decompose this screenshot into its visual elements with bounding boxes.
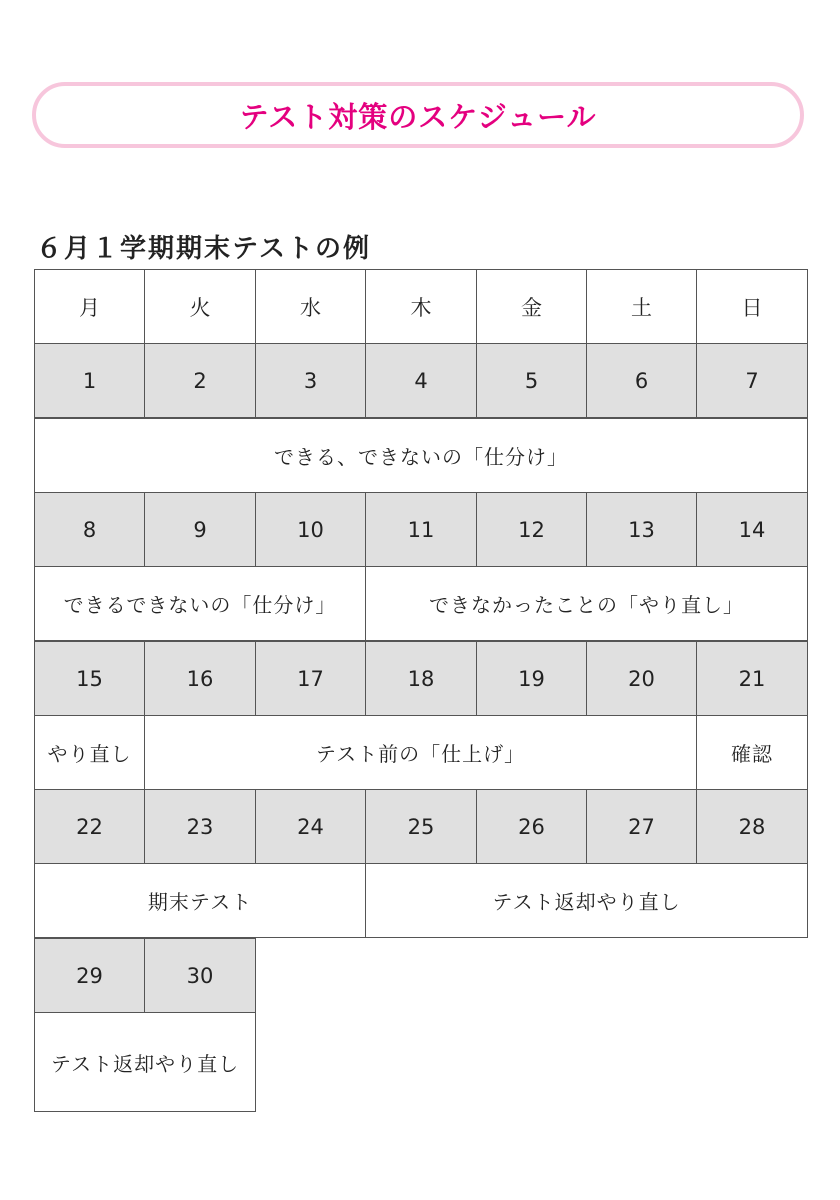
calendar-subtitle: ６月１学期期末テストの例 — [36, 234, 371, 264]
weekday-header-cell: 水 — [255, 269, 366, 344]
title-banner — [32, 82, 804, 148]
date-cell: 29 — [34, 938, 145, 1013]
date-cell: 8 — [34, 492, 145, 567]
date-cell: 16 — [144, 641, 256, 716]
date-cell: 26 — [476, 789, 587, 864]
weekday-header-cell: 土 — [586, 269, 697, 344]
date-cell: 11 — [365, 492, 477, 567]
weekday-header-cell: 日 — [696, 269, 808, 344]
date-cell: 3 — [255, 343, 366, 418]
weekday-header-cell: 木 — [365, 269, 477, 344]
page-title: テスト対策のスケジュール — [239, 99, 597, 134]
task-cell: テスト返却やり直し — [34, 1012, 256, 1112]
task-cell: できなかったことの「やり直し」 — [365, 566, 808, 641]
date-cell: 4 — [365, 343, 477, 418]
task-cell: できる、できないの「仕分け」 — [34, 418, 808, 493]
date-cell: 17 — [255, 641, 366, 716]
task-cell: 期末テスト — [34, 863, 366, 938]
date-cell: 6 — [586, 343, 697, 418]
date-cell: 5 — [476, 343, 587, 418]
weekday-header-cell: 火 — [144, 269, 256, 344]
weekday-header-cell: 月 — [34, 269, 145, 344]
date-cell: 15 — [34, 641, 145, 716]
date-cell: 7 — [696, 343, 808, 418]
date-cell: 1 — [34, 343, 145, 418]
date-cell: 25 — [365, 789, 477, 864]
date-cell: 12 — [476, 492, 587, 567]
task-cell: 確認 — [696, 715, 808, 790]
date-cell: 23 — [144, 789, 256, 864]
date-cell: 14 — [696, 492, 808, 567]
task-cell: テスト返却やり直し — [365, 863, 808, 938]
date-cell: 22 — [34, 789, 145, 864]
date-cell: 20 — [586, 641, 697, 716]
date-cell: 19 — [476, 641, 587, 716]
weekday-header-cell: 金 — [476, 269, 587, 344]
date-cell: 9 — [144, 492, 256, 567]
date-cell: 10 — [255, 492, 366, 567]
date-cell: 27 — [586, 789, 697, 864]
date-cell: 21 — [696, 641, 808, 716]
task-cell: できるできないの「仕分け」 — [34, 566, 366, 641]
date-cell: 24 — [255, 789, 366, 864]
schedule-calendar — [34, 269, 807, 1117]
task-cell: やり直し — [34, 715, 145, 790]
date-cell: 2 — [144, 343, 256, 418]
date-cell: 18 — [365, 641, 477, 716]
date-cell: 13 — [586, 492, 697, 567]
date-cell: 30 — [144, 938, 256, 1013]
task-cell: テスト前の「仕上げ」 — [144, 715, 697, 790]
date-cell: 28 — [696, 789, 808, 864]
